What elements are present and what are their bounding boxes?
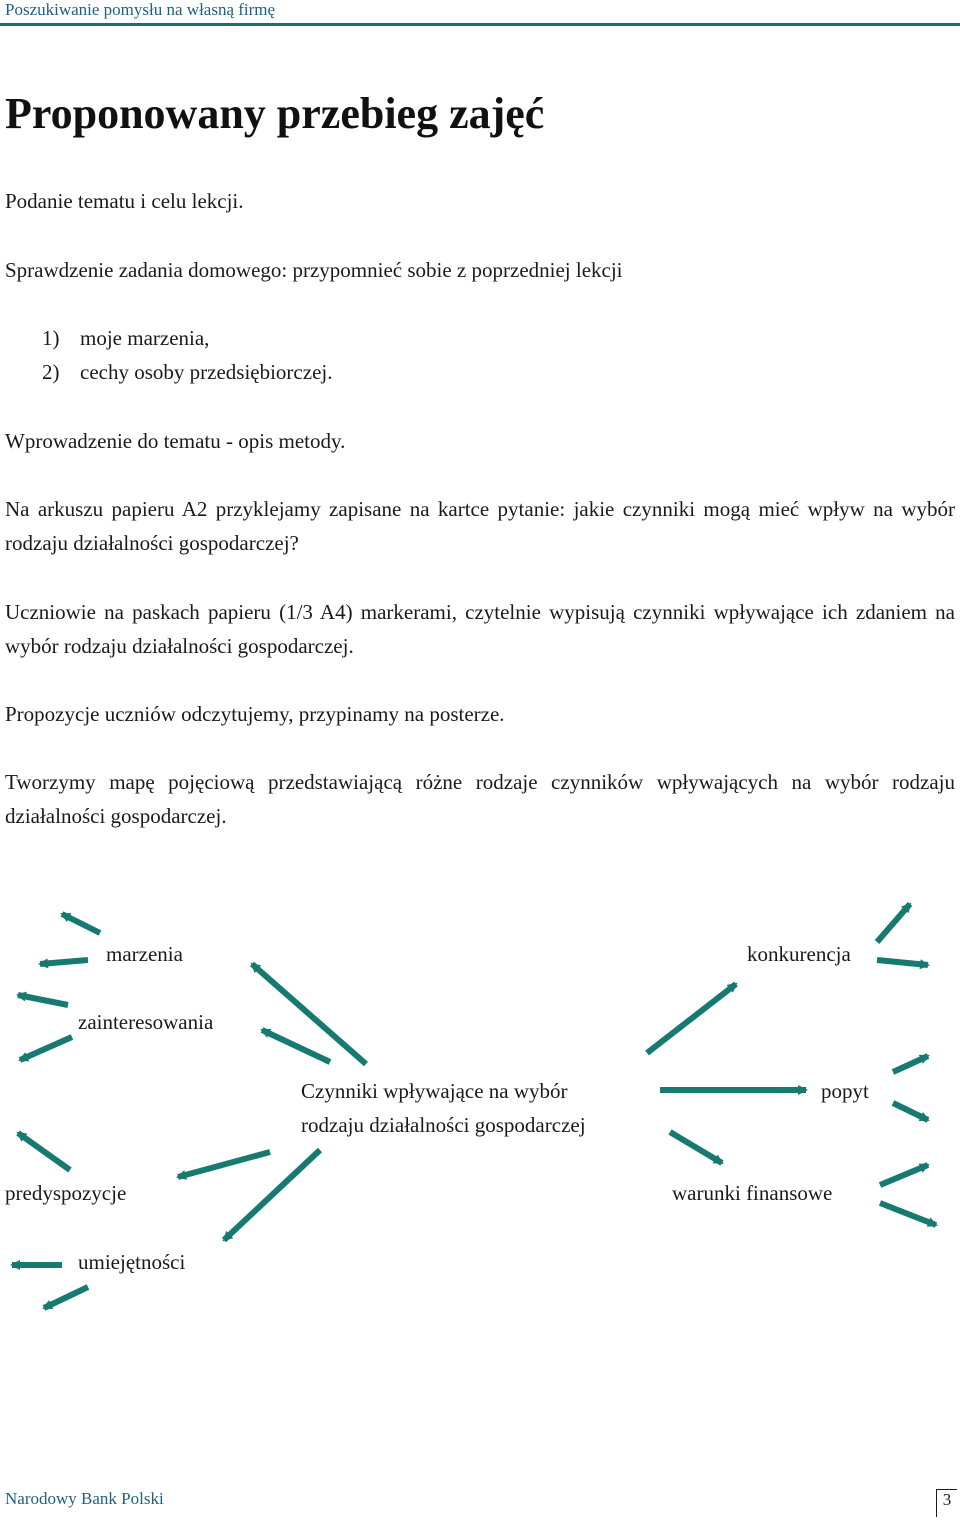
page-title: Proponowany przebieg zajęć bbox=[5, 89, 545, 138]
list-item-number: 1) bbox=[42, 326, 60, 350]
page-number: 3 bbox=[942, 1490, 952, 1509]
arrow-umiejetnosci-down bbox=[44, 1287, 88, 1308]
list-item-number: 2) bbox=[42, 360, 60, 384]
paragraph-question: Na arkuszu papieru A2 przyklejamy zapisane na kartce pytanie: jakie czynniki mogą mieć wpływ na wybór rodzaju działalności gospodarczej? bbox=[5, 497, 955, 555]
arrow-marzenia-left bbox=[40, 960, 88, 964]
arrow-center-to-konkurencja bbox=[647, 984, 736, 1053]
arrow-zainteresowania-up bbox=[18, 995, 68, 1005]
arrow-warunki-up bbox=[880, 1165, 928, 1185]
arrow-konkurencja-right bbox=[877, 960, 928, 965]
arrow-center-to-umiejetnosci bbox=[224, 1150, 320, 1240]
label-umiejetnosci: umiejętności bbox=[78, 1250, 186, 1274]
arrow-popyt-up bbox=[893, 1056, 928, 1072]
arrow-zainteresowania-down bbox=[20, 1037, 72, 1060]
list-item-text: cechy osoby przedsiębiorczej. bbox=[80, 360, 333, 384]
center-label-line2: rodzaju działalności gospodarczej bbox=[301, 1113, 586, 1137]
list-item-text: moje marzenia, bbox=[80, 326, 210, 350]
header-rule bbox=[0, 23, 960, 26]
label-zainteresowania: zainteresowania bbox=[78, 1010, 214, 1034]
label-warunki-finansowe: warunki finansowe bbox=[672, 1181, 833, 1205]
paragraph-students: Uczniowie na paskach papieru (1/3 A4) markerami, czytelnie wypisują czynniki wpływające ich zdaniem na wybór rodzaju działalności gospodarczej. bbox=[5, 600, 955, 658]
paragraph-concept-map: Tworzymy mapę pojęciową przedstawiającą różne rodzaje czynników wpływających na wybór rodzaju działalności gospodarczej. bbox=[5, 770, 955, 828]
arrow-predyspozycje-up bbox=[18, 1133, 70, 1170]
arrow-center-to-zainteresowania bbox=[262, 1030, 330, 1062]
footer-publisher: Narodowy Bank Polski bbox=[5, 1489, 164, 1508]
arrow-popyt-down bbox=[893, 1103, 928, 1120]
arrow-center-to-warunki bbox=[670, 1132, 722, 1163]
arrow-warunki-down bbox=[880, 1203, 936, 1225]
label-popyt: popyt bbox=[821, 1079, 869, 1103]
arrow-center-to-predyspozycje bbox=[178, 1152, 270, 1177]
arrow-center-to-marzenia bbox=[252, 964, 366, 1064]
paragraph-topic: Podanie tematu i celu lekcji. bbox=[5, 189, 244, 213]
paragraph-homework: Sprawdzenie zadania domowego: przypomnieć sobie z poprzedniej lekcji bbox=[5, 258, 623, 282]
running-header-title: Poszukiwanie pomysłu na własną firmę bbox=[5, 0, 276, 19]
label-predyspozycje: predyspozycje bbox=[5, 1181, 127, 1205]
paragraph-proposals: Propozycje uczniów odczytujemy, przypinamy na posterze. bbox=[5, 702, 505, 726]
arrow-konkurencja-up bbox=[877, 904, 910, 942]
label-konkurencja: konkurencja bbox=[747, 942, 851, 966]
paragraph-introduction: Wprowadzenie do tematu - opis metody. bbox=[5, 429, 346, 453]
arrow-marzenia-up bbox=[62, 914, 100, 933]
label-marzenia: marzenia bbox=[106, 942, 183, 966]
center-label-line1: Czynniki wpływające na wybór bbox=[301, 1079, 568, 1103]
